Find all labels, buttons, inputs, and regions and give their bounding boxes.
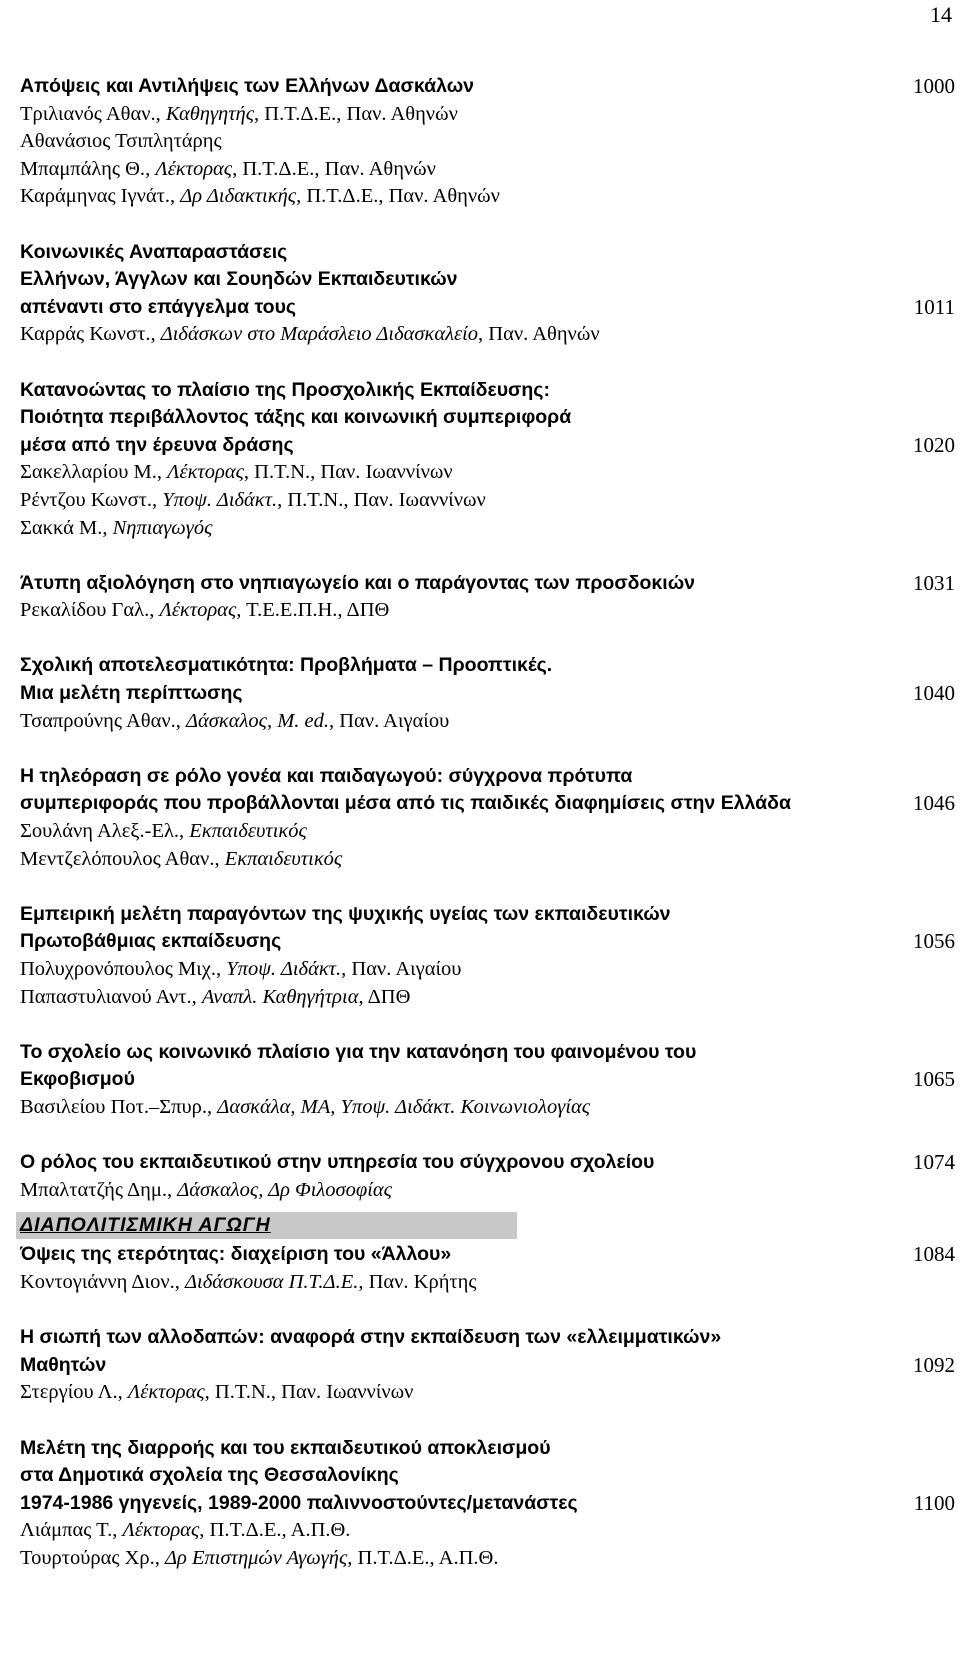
entry-title-text[interactable]: Πρωτοβάθμιας εκπαίδευσης: [20, 930, 282, 953]
entry-title-line[interactable]: [20, 266, 955, 294]
author-name: Λιάμπας Τ.: [20, 1519, 113, 1542]
entry-title-line[interactable]: [20, 377, 955, 405]
author-line: Καράμηνας Ιγνάτ., Δρ Διδακτικής, Π.Τ.Δ.Ε., Παν. Αθηνών: [20, 185, 500, 208]
author-role: Λέκτορας: [167, 461, 244, 484]
entry-title-line[interactable]: [20, 763, 955, 791]
toc-entry: [20, 1149, 955, 1204]
author-affiliation: Παν. Αθηνών: [488, 323, 600, 346]
entry-title-line[interactable]: [20, 73, 955, 101]
entry-title-line[interactable]: [20, 1241, 955, 1269]
author-name: Τουρτούρας Χρ.: [20, 1546, 155, 1569]
author-affiliation: Π.Τ.Δ.Ε., Παν. Αθηνών: [306, 185, 500, 208]
entry-title-line[interactable]: [20, 1490, 955, 1518]
author-name: Σακκά Μ.: [20, 516, 103, 539]
entry-page-number: 1074: [913, 1150, 955, 1175]
author-role: Διδάσκων στο Μαράσλειο Διδασκαλείο: [160, 323, 479, 346]
entry-title-text[interactable]: Η σιωπή των αλλοδαπών: αναφορά στην εκπαίδευση των «ελλειμματικών»: [20, 1326, 722, 1349]
entry-title-text[interactable]: Το σχολείο ως κοινωνικό πλαίσιο για την κατανόηση του φαινομένου του: [20, 1040, 697, 1063]
author-affiliation: Π.Τ.Ν., Παν. Ιωαννίνων: [287, 488, 486, 511]
toc-entry: [20, 570, 955, 625]
author-role: Δρ Διδακτικής: [180, 185, 297, 208]
author-name: Σουλάνη Αλεξ.-Ελ.: [20, 820, 180, 843]
entry-page-number: 1040: [913, 681, 955, 706]
author-affiliation: Π.Τ.Ν., Παν. Ιωαννίνων: [254, 461, 453, 484]
entry-title-line[interactable]: [20, 790, 955, 818]
author-name: Κοντογιάννη Διον.: [20, 1270, 175, 1293]
author-line: Λιάμπας Τ., Λέκτορας, Π.Τ.Δ.Ε., Α.Π.Θ.: [20, 1519, 351, 1542]
author-line: Καρράς Κωνστ., Διδάσκων στο Μαράσλειο Διδασκαλείο, Παν. Αθηνών: [20, 323, 600, 346]
author-affiliation: Τ.Ε.Ε.Π.Η., ΔΠΘ: [246, 599, 390, 622]
author-affiliation: Π.Τ.Δ.Ε., Α.Π.Θ.: [357, 1546, 499, 1569]
author-affiliation: Π.Τ.Δ.Ε., Α.Π.Θ.: [209, 1519, 351, 1542]
entry-page-number: 1020: [913, 432, 955, 457]
author-name: Σακελλαρίου Μ.: [20, 461, 157, 484]
entry-title-text[interactable]: Ελλήνων, Άγγλων και Σουηδών Εκπαιδευτικών: [20, 268, 458, 291]
author-affiliation: Π.Τ.Δ.Ε., Παν. Αθηνών: [242, 157, 436, 180]
author-role: Λέκτορας: [122, 1519, 200, 1542]
author-line: Τριλιανός Αθαν., Καθηγητής, Π.Τ.Δ.Ε., Παν. Αθηνών: [20, 102, 458, 125]
entry-title-line[interactable]: [20, 1462, 955, 1490]
author-role: Νηπιαγωγός: [112, 516, 213, 539]
author-line: Πολυχρονόπουλος Μιχ., Υποψ. Διδάκτ., Παν. Αιγαίου: [20, 958, 462, 980]
author-affiliation: Παν. Αιγαίου: [339, 709, 450, 732]
author-name: Ρέντζου Κωνστ.: [20, 488, 152, 511]
author-line: Μπαμπάλης Θ., Λέκτορας, Π.Τ.Δ.Ε., Παν. Αθηνών: [20, 157, 436, 180]
entry-page-number: 1000: [913, 74, 955, 98]
toc-entry: [20, 652, 955, 735]
author-name: Τριλιανός Αθαν.: [20, 102, 156, 125]
entry-title-text[interactable]: Μελέτη της διαρροής και του εκπαιδευτικού αποκλεισμού: [20, 1436, 551, 1459]
entry-title-text[interactable]: Σχολική αποτελεσματικότητα: Προβλήματα – Προοπτικές.: [20, 654, 553, 677]
author-line: Τσαπρούνης Αθαν., Δάσκαλος, M. ed., Παν. Αιγαίου: [20, 709, 450, 732]
toc-entry: [20, 901, 955, 1011]
entry-title-text[interactable]: Ποιότητα περιβάλλοντος τάξης και κοινωνική συμπεριφορά: [20, 406, 572, 429]
toc-entry: [20, 73, 955, 211]
author-line: Σουλάνη Αλεξ.-Ελ., Εκπαιδευτικός: [20, 820, 307, 843]
entry-title-line[interactable]: [20, 1066, 955, 1094]
toc-entry: [20, 763, 955, 873]
author-role: Υποψ. Διδάκτ.: [226, 958, 342, 980]
author-line: Σακκά Μ., Νηπιαγωγός: [20, 516, 213, 539]
toc-entry: [20, 1324, 955, 1407]
entry-title-line[interactable]: [20, 1039, 955, 1067]
entry-title-line[interactable]: [20, 1352, 955, 1380]
entry-title-text[interactable]: Άτυπη αξιολόγηση στο νηπιαγωγείο και ο παράγοντας των προσδοκιών: [20, 571, 696, 594]
entry-page-number: 1046: [913, 791, 955, 816]
author-role: Δάσκαλος, Δρ Φιλοσοφίας: [177, 1178, 392, 1201]
author-role: Εκπαιδευτικός: [189, 820, 307, 843]
author-line: Σακελλαρίου Μ., Λέκτορας, Π.Τ.Ν., Παν. Ιωαννίνων: [20, 461, 453, 484]
author-role: Δασκάλα, ΜΑ, Υποψ. Διδάκτ. Κοινωνιολογίας: [217, 1095, 591, 1118]
entry-title-line[interactable]: [20, 294, 955, 322]
author-role: Εκπαιδευτικός: [224, 847, 343, 870]
entry-title-text[interactable]: Κοινωνικές Αναπαραστάσεις: [20, 240, 288, 263]
author-name: Βασιλείου Ποτ.–Σπυρ.: [20, 1095, 208, 1118]
entry-title-text[interactable]: 1974-1986 γηγενείς, 1989-2000 παλιννοστούντες/μετανάστες: [20, 1491, 578, 1514]
toc-entry: [20, 377, 955, 543]
author-line: Παπαστυλιανού Αντ., Αναπλ. Καθηγήτρια, ΔΠΘ: [20, 985, 411, 1008]
author-line: Βασιλείου Ποτ.–Σπυρ., Δασκάλα, ΜΑ, Υποψ. Διδάκτ. Κοινωνιολογίας: [20, 1095, 591, 1118]
author-role: Λέκτορας: [155, 157, 233, 180]
entry-title-text[interactable]: απέναντι στο επάγγελμα τους: [20, 295, 297, 318]
author-name: Μεντζελόπουλος Αθαν.: [20, 847, 215, 870]
author-affiliation: ΔΠΘ: [367, 985, 411, 1008]
author-name: Καρράς Κωνστ.: [20, 323, 151, 346]
entry-title-line[interactable]: [20, 928, 955, 956]
entry-title-text[interactable]: Μαθητών: [20, 1353, 107, 1376]
entry-title-line[interactable]: [20, 432, 955, 460]
author-name: Μπαμπάλης Θ.: [20, 157, 146, 180]
author-role: Καθηγητής: [165, 102, 255, 125]
author-affiliation: Π.Τ.Ν., Παν. Ιωαννίνων: [214, 1381, 414, 1404]
entry-title-line[interactable]: [20, 680, 955, 708]
entry-title-line[interactable]: [20, 239, 955, 267]
toc-entry: [20, 1241, 955, 1296]
toc-entry: [20, 1039, 955, 1122]
author-affiliation: Παν. Αιγαίου: [351, 958, 462, 980]
entry-title-text[interactable]: Εμπειρική μελέτη παραγόντων της ψυχικής υγείας των εκπαιδευτικών: [20, 902, 671, 925]
entry-title-text[interactable]: συμπεριφοράς που προβάλλονται μέσα από τις παιδικές διαφημίσεις στην Ελλάδα: [20, 792, 791, 815]
toc-entry: [20, 239, 955, 349]
author-name: Τσαπρούνης Αθαν.: [20, 709, 176, 732]
author-line: [20, 128, 955, 156]
entry-title-line[interactable]: [20, 652, 955, 680]
author-name: Μπαλτατζής Δημ.: [20, 1178, 168, 1201]
entry-title-text[interactable]: Η τηλεόραση σε ρόλο γονέα και παιδαγωγού: σύγχρονα πρότυπα: [20, 764, 633, 787]
author-line: Ρέντζου Κωνστ., Υποψ. Διδάκτ., Π.Τ.Ν., Παν. Ιωαννίνων: [20, 488, 486, 511]
entry-title-text[interactable]: Όψεις της ετερότητας: διαχείριση του «Άλλου»: [20, 1243, 452, 1266]
author-role: Αναπλ. Καθηγήτρια: [201, 985, 359, 1008]
author-line: Στεργίου Λ., Λέκτορας, Π.Τ.Ν., Παν. Ιωαννίνων: [20, 1381, 414, 1404]
entry-title-text[interactable]: Απόψεις και Αντιλήψεις των Ελλήνων Δασκάλων: [20, 75, 475, 97]
entry-title-line[interactable]: [20, 1435, 955, 1463]
toc-entry: [20, 1435, 955, 1573]
table-of-contents: [20, 73, 955, 1600]
entry-page-number: 1084: [913, 1242, 955, 1267]
entry-page-number: 1100: [913, 1490, 955, 1515]
author-role: Δρ Επιστημών Αγωγής: [165, 1546, 348, 1569]
entry-title-text[interactable]: μέσα από την έρευνα δράσης: [20, 433, 294, 456]
author-role: Υποψ. Διδάκτ.: [162, 488, 278, 511]
entry-title-text[interactable]: στα Δημοτικά σχολεία της Θεσσαλονίκης: [20, 1464, 399, 1487]
entry-title-line[interactable]: [20, 901, 955, 929]
entry-page-number: 1092: [913, 1352, 955, 1377]
author-name: Ρεκαλίδου Γαλ.: [20, 599, 150, 622]
author-line: Τουρτούρας Χρ., Δρ Επιστημών Αγωγής, Π.Τ.Δ.Ε., Α.Π.Θ.: [20, 1546, 499, 1569]
author-role: Δάσκαλος, M. ed.: [186, 709, 329, 732]
entry-page-number: 1056: [913, 929, 955, 954]
section-heading: ΔΙΑΠΟΛΙΤΙΣΜΙΚΗ ΑΓΩΓΗ: [16, 1212, 517, 1239]
author-affiliation: Π.Τ.Δ.Ε., Παν. Αθηνών: [264, 102, 458, 125]
author-role: Λέκτορας: [159, 599, 237, 622]
author-affiliation: Παν. Κρήτης: [368, 1270, 477, 1293]
entry-title-line[interactable]: [20, 570, 955, 598]
author-line: Μπαλτατζής Δημ., Δάσκαλος, Δρ Φιλοσοφίας: [20, 1178, 392, 1201]
author-name: Καράμηνας Ιγνάτ.: [20, 185, 170, 208]
author-name: Παπαστυλιανού Αντ.: [20, 985, 192, 1008]
author-name: Πολυχρονόπουλος Μιχ.: [20, 958, 217, 980]
entry-page-number: 1011: [913, 294, 955, 319]
entry-title-text[interactable]: Ο ρόλος του εκπαιδευτικού στην υπηρεσία του σύγχρονου σχολείου: [20, 1151, 655, 1174]
entry-title-text[interactable]: Μια μελέτη περίπτωσης: [20, 682, 243, 705]
author-name: Στεργίου Λ.: [20, 1381, 118, 1404]
entry-title-line[interactable]: [20, 1324, 955, 1352]
author-name: Αθανάσιος Τσιπλητάρης: [20, 130, 222, 153]
entry-title-text[interactable]: Κατανοώντας το πλαίσιο της Προσχολικής Εκπαίδευσης:: [20, 378, 550, 401]
entry-page-number: 1031: [913, 570, 955, 595]
entry-title-line[interactable]: [20, 1149, 955, 1177]
entry-page-number: 1065: [913, 1067, 955, 1092]
author-role: Λέκτορας: [127, 1381, 205, 1404]
page-number: 14: [930, 2, 952, 27]
entry-title-line[interactable]: [20, 404, 955, 432]
entry-title-text[interactable]: Εκφοβισμού: [20, 1068, 135, 1091]
author-line: Μεντζελόπουλος Αθαν., Εκπαιδευτικός: [20, 847, 343, 870]
author-role: Διδάσκουσα Π.Τ.Δ.Ε.: [184, 1270, 359, 1293]
author-line: Κοντογιάννη Διον., Διδάσκουσα Π.Τ.Δ.Ε., Παν. Κρήτης: [20, 1270, 477, 1293]
author-line: Ρεκαλίδου Γαλ., Λέκτορας, Τ.Ε.Ε.Π.Η., ΔΠΘ: [20, 599, 390, 622]
